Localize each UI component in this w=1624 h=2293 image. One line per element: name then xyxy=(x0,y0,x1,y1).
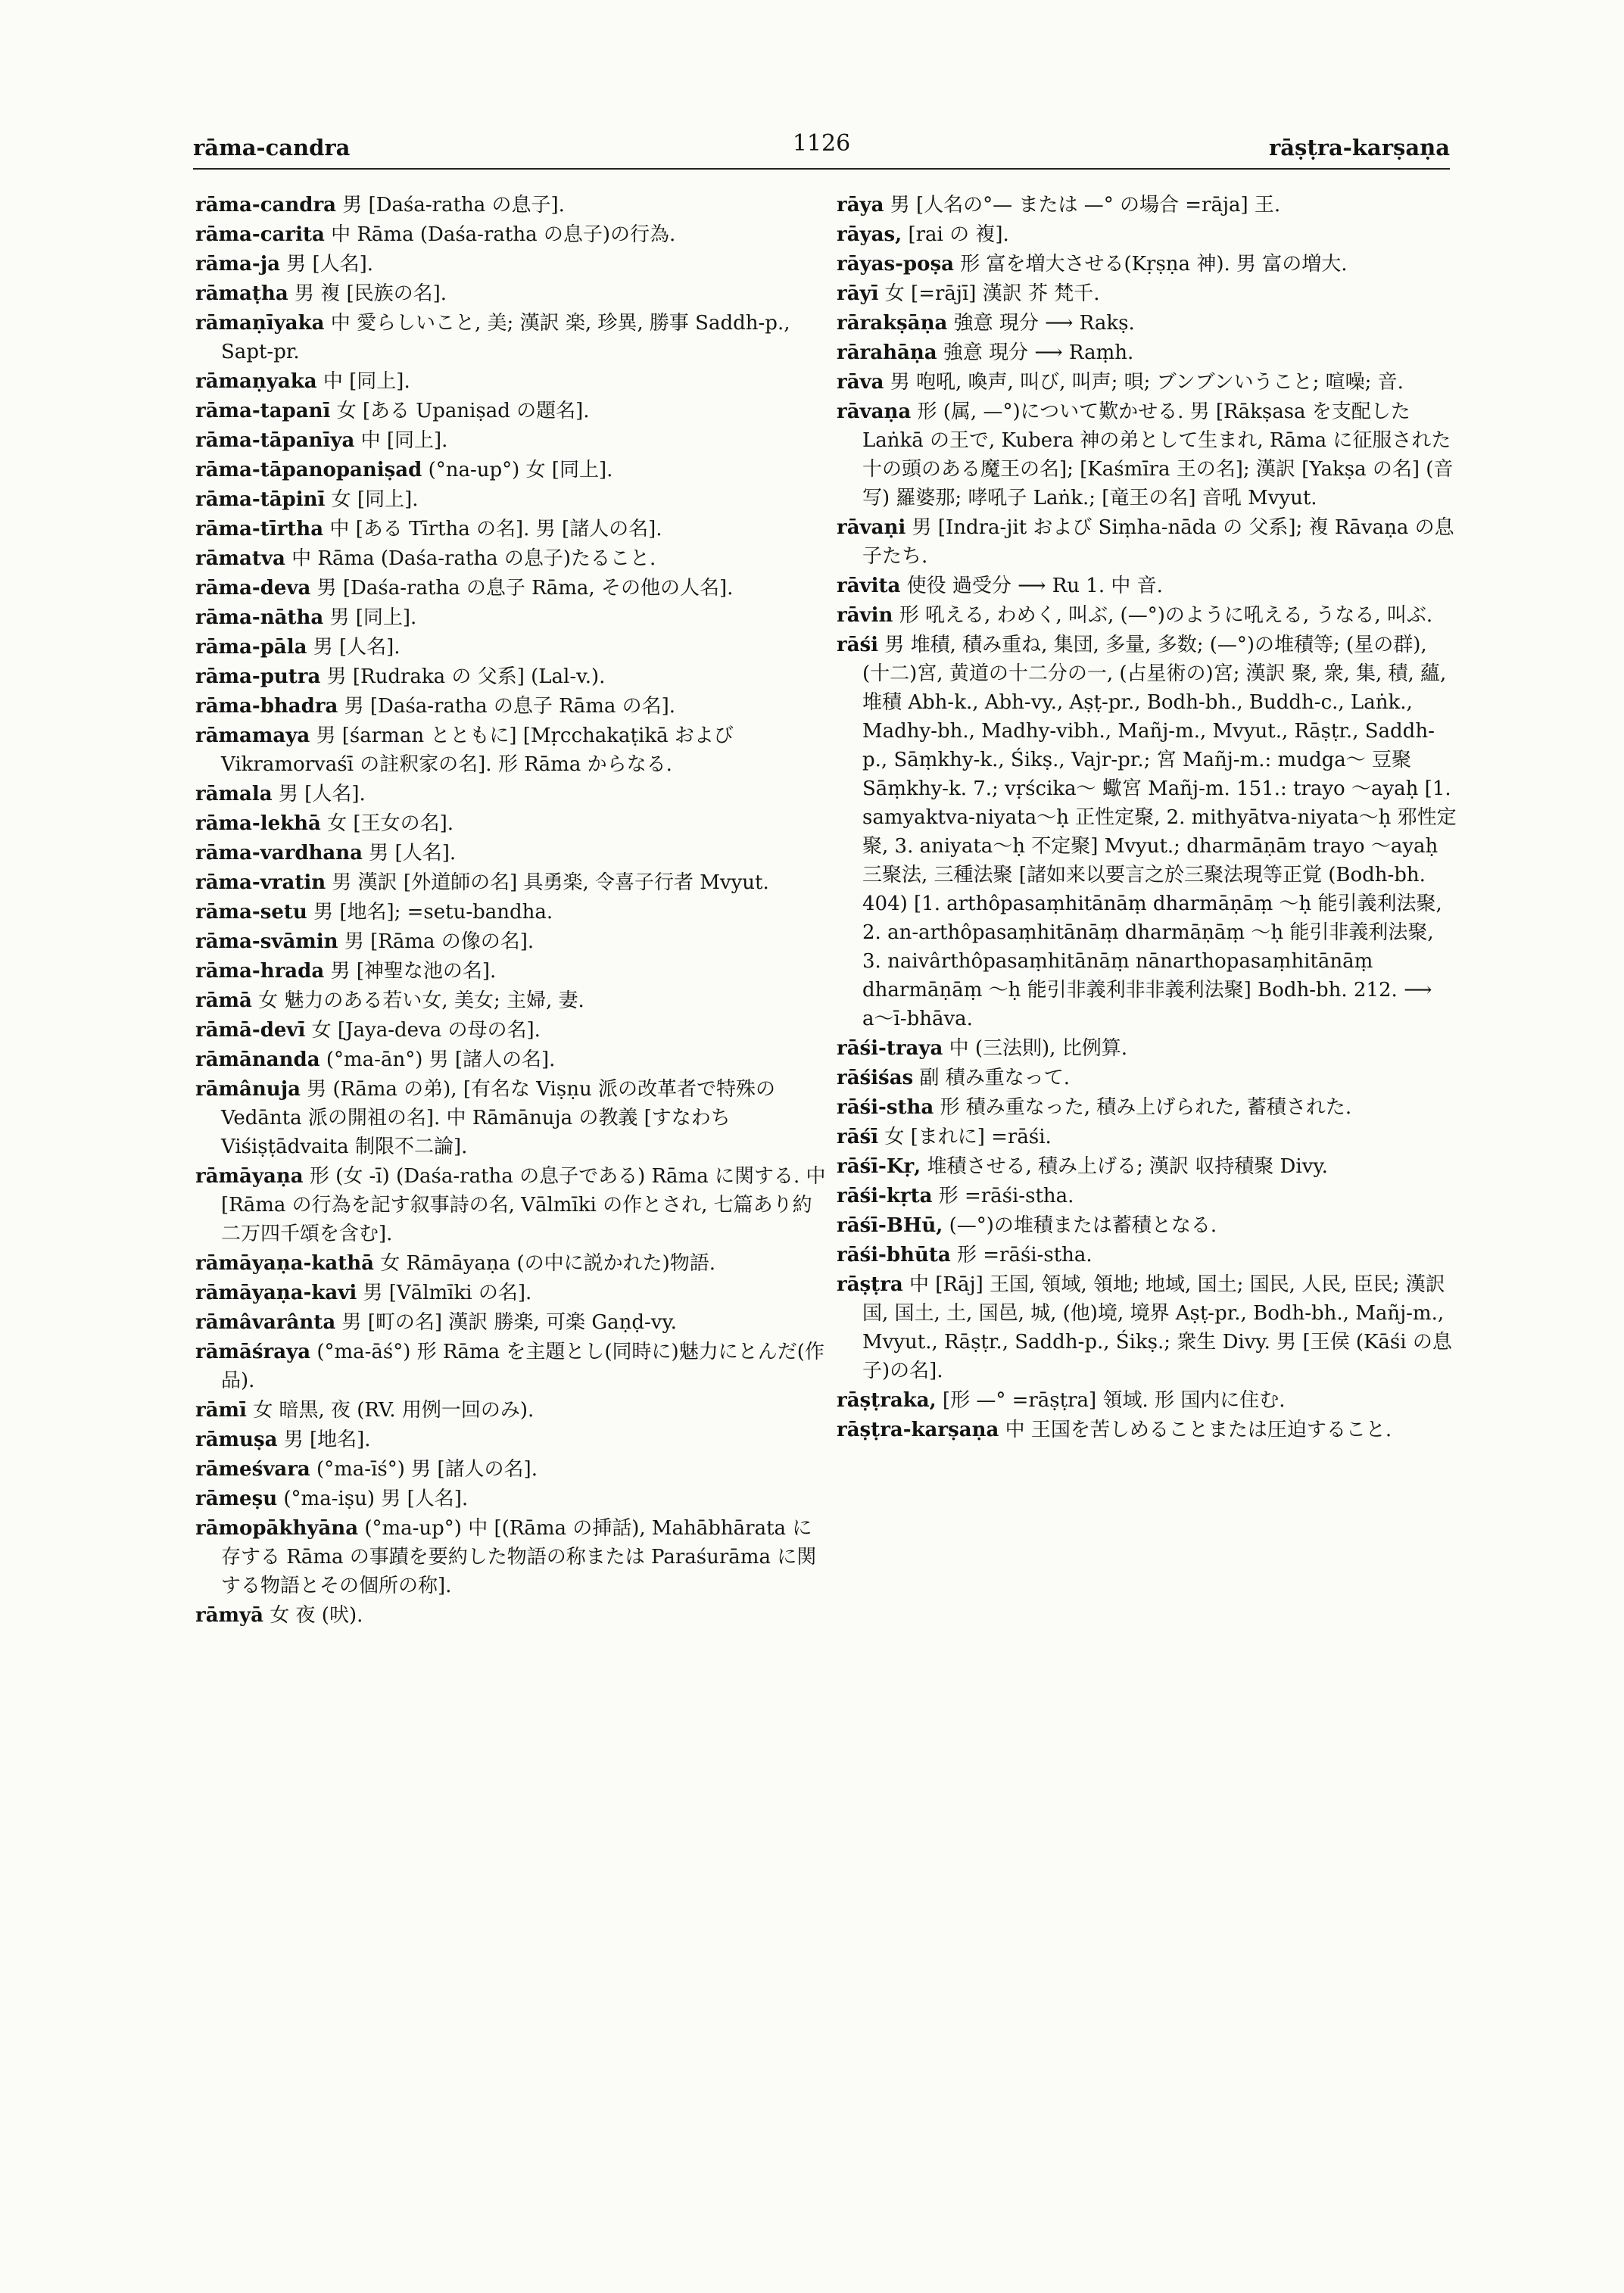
dictionary-entry xyxy=(195,1162,831,1248)
entry-headword: rāma-tīrtha xyxy=(195,518,324,541)
entry-headword: rāmeśvara xyxy=(195,1458,310,1481)
entry-headword: rāyī xyxy=(837,282,879,305)
entry-headword: rāma-vardhana xyxy=(195,842,363,865)
entry-definition: 女 [ある Upaniṣad の題名]. xyxy=(336,400,590,422)
entry-headword: rāva xyxy=(837,371,884,394)
entry-headword: rāma-tāpanopaniṣad xyxy=(195,459,422,481)
entry-definition: 中 王国を苦しめることまたは圧迫すること. xyxy=(1005,1419,1392,1441)
entry-definition: 形 (女 -ī) (Daśa-ratha の息子である) Rāma に関する. 中 [Rāma の行為を記す叙事詩の名, Vālmīki の作とされ, 七篇あり約二万四千頌を含む]. xyxy=(221,1165,826,1245)
entry-headword: rāmeṣu xyxy=(195,1488,278,1510)
dictionary-entry xyxy=(837,601,1457,630)
dictionary-entry xyxy=(195,1338,831,1395)
entry-headword: rārakṣāṇa xyxy=(837,312,948,335)
entry-headword: rāṣṭra-karṣaṇa xyxy=(837,1419,999,1441)
dictionary-entry xyxy=(195,868,831,897)
entry-headword: rāya xyxy=(837,194,884,217)
dictionary-entry xyxy=(195,927,831,956)
right-column xyxy=(837,191,1457,1445)
entry-headword: rāmânuja xyxy=(195,1078,301,1101)
entry-headword: rāmuṣa xyxy=(195,1428,278,1451)
dictionary-entry xyxy=(195,1075,831,1161)
entry-definition: 女 Rāmāyaṇa (の中に説かれた)物語. xyxy=(380,1252,716,1275)
entry-definition: 男 漢訳 [外道師の名] 具勇楽, 令喜子行者 Mvyut. xyxy=(332,871,769,894)
entry-definition: 男 [Daśa-ratha の息子 Rāma の名]. xyxy=(344,695,676,718)
entry-definition: 女 [=rājī] 漢訳 芥 梵千. xyxy=(884,282,1100,305)
entry-definition: 男 複 [民族の名]. xyxy=(294,282,447,305)
dictionary-entry xyxy=(837,191,1457,220)
entry-headword: rāyas-poṣa xyxy=(837,253,954,276)
entry-definition: 形 =rāśi-stha. xyxy=(938,1185,1074,1207)
entry-headword: rāmāyaṇa-kavi xyxy=(195,1282,357,1304)
entry-definition: 男 [śarman とともに] [Mṛcchakaṭikā および Vikramorvaśī の註釈家の名]. 形 Rāma からなる. xyxy=(221,724,734,776)
entry-headword: rāma-deva xyxy=(195,577,311,600)
entry-definition: 男 [Vālmīki の名]. xyxy=(363,1282,532,1304)
entry-headword: rāvita xyxy=(837,575,901,597)
entry-headword: rāmatva xyxy=(195,547,285,570)
entry-definition: 堆積させる, 積み上げる; 漢訳 収持積聚 Divy. xyxy=(927,1155,1328,1178)
entry-headword: rāma-bhadra xyxy=(195,695,338,718)
entry-definition: (°ma-up°) 中 [(Rāma の挿話), Mahābhārata に存する Rāma の事蹟を要約した物語の称または Paraśurāma に関する物語とその個所の称]. xyxy=(221,1517,817,1597)
entry-definition: 中 Rāma (Daśa-ratha の息子)の行為. xyxy=(331,223,676,246)
entry-definition: 強意 現分 ⟶ Raṃh. xyxy=(943,341,1134,364)
entry-definition: (°ma-āś°) 形 Rāma を主題とし(同時に)魅力にとんだ(作品). xyxy=(221,1341,824,1392)
entry-headword: rāma-tāpinī xyxy=(195,488,326,511)
entry-headword: rāma-setu xyxy=(195,901,307,924)
entry-definition: 女 [同上]. xyxy=(331,488,419,511)
entry-definition: 中 [同上]. xyxy=(323,370,410,393)
dictionary-entry xyxy=(837,1064,1457,1092)
entry-definition: 強意 現分 ⟶ Rakṣ. xyxy=(953,312,1135,335)
entry-definition: 男 [Daśa-ratha の息子 Rāma, その他の人名]. xyxy=(316,577,734,600)
entry-definition: 中 [同上]. xyxy=(360,429,448,452)
dictionary-entry xyxy=(195,662,831,691)
entry-definition: 形 富を増大させる(Kṛṣṇa 神). 男 富の増大. xyxy=(960,253,1348,276)
entry-headword: rāvin xyxy=(837,604,893,627)
entry-definition: 女 夜 (吠). xyxy=(270,1604,363,1627)
entry-headword: rāmī xyxy=(195,1399,247,1422)
entry-headword: rāma-svāmin xyxy=(195,930,338,953)
entry-definition: 形 (属, —°)について歎かせる. 男 [Rākṣasa を支配した Laṅkā の王で, Kubera 神の弟として生まれ, Rāma に征服された十の頭のある魔王の名]; [Kaśmīra 王の名]; 漢訳 [Yakṣa の名] (音写) 羅婆那; 哮吼子 Laṅk.; [竜王の名] 音吼 Mvyut. xyxy=(862,400,1454,509)
entry-headword: rāśi-bhūta xyxy=(837,1244,951,1266)
entry-definition: 副 積み重なって. xyxy=(919,1067,1070,1089)
dictionary-entry xyxy=(195,1514,831,1600)
entry-headword: rāmaṭha xyxy=(195,282,288,305)
entry-headword: rāśi xyxy=(837,634,879,656)
dictionary-entry xyxy=(837,250,1457,279)
entry-definition: 女 [Jaya-deva の母の名]. xyxy=(311,1019,541,1042)
dictionary-entry xyxy=(195,426,831,455)
entry-headword: rāmānanda xyxy=(195,1048,320,1071)
entry-definition: 中 愛らしいこと, 美; 漢訳 楽, 珍異, 勝事 Saddh-p., Sapt-pr. xyxy=(221,312,790,363)
entry-definition: (°ma-ān°) 男 [諸人の名]. xyxy=(326,1048,556,1071)
dictionary-entry xyxy=(837,309,1457,338)
dictionary-entry xyxy=(837,572,1457,600)
dictionary-entry xyxy=(837,368,1457,397)
entry-definition: [形 —° =rāṣṭra] 領域. 形 国内に住む. xyxy=(942,1389,1286,1412)
entry-headword: rāma-candra xyxy=(195,194,336,217)
dictionary-entry xyxy=(195,220,831,249)
dictionary-entry xyxy=(195,957,831,986)
left-column xyxy=(195,191,831,1631)
dictionary-entry xyxy=(195,279,831,308)
entry-definition: 女 暗黒, 夜 (RV. 用例一回のみ). xyxy=(253,1399,535,1422)
entry-headword: rāśiśas xyxy=(837,1067,914,1089)
dictionary-entry xyxy=(837,1093,1457,1122)
dictionary-entry xyxy=(195,456,831,484)
entry-headword: rāśi-kṛta xyxy=(837,1185,933,1207)
entry-definition: 中 [ある Tīrtha の名]. 男 [諸人の名]. xyxy=(329,518,662,541)
entry-definition: (—°)の堆積または蓄積となる. xyxy=(949,1214,1217,1237)
entry-headword: rāvaṇa xyxy=(837,400,912,423)
entry-headword: rāma-tapanī xyxy=(195,400,331,422)
dictionary-entry xyxy=(837,513,1457,571)
page-header xyxy=(193,130,1450,170)
dictionary-entry xyxy=(837,1270,1457,1385)
entry-definition: 男 [Rāma の像の名]. xyxy=(344,930,535,953)
dictionary-entry xyxy=(837,279,1457,308)
entry-headword: rāmopākhyāna xyxy=(195,1517,359,1540)
entry-headword: rāmaṇyaka xyxy=(195,370,317,393)
dictionary-entry xyxy=(837,1211,1457,1240)
dictionary-entry xyxy=(195,191,831,220)
dictionary-entry xyxy=(195,1279,831,1307)
dictionary-entry xyxy=(195,574,831,603)
entry-definition: 男 堆積, 積み重ね, 集団, 多量, 多数; (—°)の堆積等; (星の群), (十二)宮, 黄道の十二分の一, (占星術の)宮; 漢訳 聚, 衆, 集, 積, 蘊, 堆積 Abh-k., Abh-vy., Aṣṭ-pr., Bodh-bh., Buddh-c., Laṅk., Madhy-bh., Madhy-vibh., Mañj-m., Mvyut., Rāṣṭr., Saddh-p., Sāṃkhy-k., Śikṣ., Vajr-pr.; 宮 Mañj-m.: mudga〜 豆聚 Sāṃkhy-k. 7.; vṛścika〜 蠍宮 Mañj-m. 151.: trayo 〜ayaḥ [1. samyaktva-niyata〜ḥ 正性定聚, 2. mithyātva-niyata〜ḥ 邪性定聚, 3. aniyata〜ḥ 不定聚] Mvyut.; dharmāṇām trayo 〜ayaḥ 三聚法, 三種法聚 [諸如来以要言之於三聚法現等正覚 (Bodh-bh. 404) [1. arthôpasaṃhitānāṃ dharmāṇāṃ 〜ḥ 能引義利法聚, 2. an-arthôpasaṃhitānāṃ dharmāṇāṃ 〜ḥ 能引非義利法聚, 3. naivârthôpasaṃhitānāṃ nānarthopasaṃhitānāṃ dharmāṇāṃ 〜ḥ 能引非義利非非義利法聚] Bodh-bh. 212. ⟶ a〜ī-bhāva. xyxy=(862,634,1457,1030)
dictionary-entry xyxy=(837,1241,1457,1270)
page-number: 1126 xyxy=(792,130,851,157)
entry-definition: 男 [人名]. xyxy=(286,253,374,276)
entry-headword: rāyas, xyxy=(837,223,902,246)
entry-definition: 使役 過受分 ⟶ Ru 1. 中 音. xyxy=(906,575,1163,597)
dictionary-entry xyxy=(195,986,831,1015)
dictionary-entry xyxy=(837,220,1457,249)
dictionary-entry xyxy=(195,898,831,927)
entry-headword: rāmaṇīyaka xyxy=(195,312,325,335)
dictionary-entry xyxy=(195,1425,831,1454)
dictionary-entry xyxy=(195,515,831,544)
dictionary-entry xyxy=(195,544,831,573)
dictionary-entry xyxy=(837,338,1457,367)
entry-headword: rāmā-devī xyxy=(195,1019,306,1042)
dictionary-entry xyxy=(195,1045,831,1074)
entry-definition: 男 [Daśa-ratha の息子]. xyxy=(342,194,565,217)
dictionary-entry xyxy=(195,1249,831,1278)
dictionary-entry xyxy=(837,1123,1457,1151)
dictionary-entry xyxy=(195,1601,831,1630)
dictionary-entry xyxy=(195,309,831,366)
entry-headword: rāmāśraya xyxy=(195,1341,311,1363)
entry-definition: 形 積み重なった, 積み上げられた, 蓄積された. xyxy=(940,1096,1352,1119)
entry-definition: 男 [同上]. xyxy=(329,606,417,629)
entry-definition: 男 [Indra-jit および Siṃha-nāda の 父系]; 複 Rāvaṇa の息子たち. xyxy=(862,516,1454,568)
dictionary-entry xyxy=(195,809,831,838)
dictionary-entry xyxy=(837,1182,1457,1210)
entry-definition: 中 Rāma (Daśa-ratha の息子)たること. xyxy=(291,547,656,570)
entry-definition: 女 魅力のある若い女, 美女; 主婦, 妻. xyxy=(258,989,584,1012)
dictionary-entry xyxy=(195,367,831,396)
entry-headword: rāma-carita xyxy=(195,223,325,246)
entry-definition: 男 (Rāma の弟), [有名な Viṣṇu 派の改革者で特殊の Vedānta 派の開祖の名]. 中 Rāmānuja の教義 [すなわち Viśiṣṭādvaita 制限不二論]. xyxy=(221,1078,775,1158)
entry-definition: 男 咆吼, 喚声, 叫び, 叫声; 唄; ブンブンいうこと; 喧噪; 音. xyxy=(890,371,1404,394)
entry-headword: rāma-hrada xyxy=(195,960,325,983)
entry-headword: rāśi-stha xyxy=(837,1096,934,1119)
dictionary-entry xyxy=(195,1016,831,1045)
entry-headword: rāma-tāpanīya xyxy=(195,429,355,452)
entry-definition: (°ma-iṣu) 男 [人名]. xyxy=(283,1488,469,1510)
entry-headword: rāśi-traya xyxy=(837,1037,943,1060)
entry-headword: rārahāṇa xyxy=(837,341,937,364)
entry-headword: rāma-lekhā xyxy=(195,812,321,835)
entry-definition: (°na-up°) 女 [同上]. xyxy=(428,459,613,481)
dictionary-entry xyxy=(195,485,831,514)
dictionary-entry xyxy=(837,1386,1457,1415)
entry-headword: rāṣṭraka, xyxy=(837,1389,937,1412)
entry-definition: 男 [人名]. xyxy=(313,636,401,659)
entry-definition: 男 [町の名] 漢訳 勝楽, 可楽 Gaṇḍ-vy. xyxy=(341,1311,677,1334)
entry-headword: rāma-putra xyxy=(195,665,321,688)
dictionary-entry xyxy=(195,1485,831,1513)
dictionary-entry xyxy=(195,721,831,779)
dictionary-entry xyxy=(195,633,831,662)
entry-definition: 男 [神聖な池の名]. xyxy=(330,960,497,983)
dictionary-entry xyxy=(195,397,831,425)
entry-headword: rāśī xyxy=(837,1126,879,1148)
entry-definition: 男 [Rudraka の 父系] (Lal-v.). xyxy=(326,665,606,688)
entry-definition: 男 [人名の°— または —° の場合 =rāja] 王. xyxy=(890,194,1281,217)
entry-definition: 男 [人名]. xyxy=(278,783,366,805)
entry-headword: rāmā xyxy=(195,989,252,1012)
entry-headword: rāma-nātha xyxy=(195,606,324,629)
entry-headword: rāmāyaṇa xyxy=(195,1165,304,1188)
entry-headword: rāma-ja xyxy=(195,253,280,276)
entry-headword: rāmyā xyxy=(195,1604,264,1627)
entry-definition: 女 [王女の名]. xyxy=(327,812,454,835)
entry-definition: 中 [Rāj] 王国, 領域, 領地; 地域, 国土; 国民, 人民, 臣民; 漢訳 国, 国土, 土, 国邑, 城, (他)境, 境界 Aṣṭ-pr., Bodh-bh., Mañj-m., Mvyut., Rāṣṭr., Saddh-p., Śikṣ.; 衆生 Divy. 男 [王侯 (Kāśi の息子)の名]. xyxy=(862,1273,1452,1382)
entry-definition: (°ma-īś°) 男 [諸人の名]. xyxy=(316,1458,538,1481)
dictionary-entry xyxy=(837,631,1457,1033)
entry-headword: rāvaṇi xyxy=(837,516,906,539)
entry-definition: 男 [人名]. xyxy=(369,842,457,865)
entry-definition: 男 [地名]. xyxy=(283,1428,371,1451)
entry-headword: rāmâvarânta xyxy=(195,1311,336,1334)
entry-definition: [rai の 複]. xyxy=(908,223,1009,246)
entry-definition: 形 吼える, わめく, 叫ぶ, (—°)のように吼える, うなる, 叫ぶ. xyxy=(899,604,1433,627)
dictionary-entry xyxy=(195,1396,831,1425)
dictionary-entry xyxy=(195,1308,831,1337)
entry-headword: rāma-pāla xyxy=(195,636,307,659)
entry-definition: 中 (三法則), 比例算. xyxy=(949,1037,1127,1060)
dictionary-entry xyxy=(837,1416,1457,1444)
dictionary-entry xyxy=(195,250,831,279)
entry-definition: 女 [まれに] =rāśi. xyxy=(884,1126,1052,1148)
entry-headword: rāṣṭra xyxy=(837,1273,903,1296)
entry-headword: rāma-vratin xyxy=(195,871,326,894)
left-running-head: rāma-candra xyxy=(193,135,351,160)
right-running-head: rāṣṭra-karṣaṇa xyxy=(1268,135,1450,160)
entry-definition: 形 =rāśi-stha. xyxy=(956,1244,1093,1266)
entry-headword: rāśī-Kṛ, xyxy=(837,1155,921,1178)
dictionary-entry xyxy=(195,839,831,868)
entry-headword: rāmala xyxy=(195,783,273,805)
dictionary-entry xyxy=(837,1152,1457,1181)
dictionary-entry xyxy=(195,692,831,721)
dictionary-entry xyxy=(837,397,1457,512)
entry-definition: 男 [地名]; =setu-bandha. xyxy=(313,901,553,924)
entry-headword: rāśī-BHū, xyxy=(837,1214,943,1237)
dictionary-entry xyxy=(195,1455,831,1484)
dictionary-entry xyxy=(195,603,831,632)
dictionary-entry xyxy=(195,780,831,808)
entry-headword: rāmāyaṇa-kathā xyxy=(195,1252,375,1275)
dictionary-entry xyxy=(837,1034,1457,1063)
entry-headword: rāmamaya xyxy=(195,724,310,747)
